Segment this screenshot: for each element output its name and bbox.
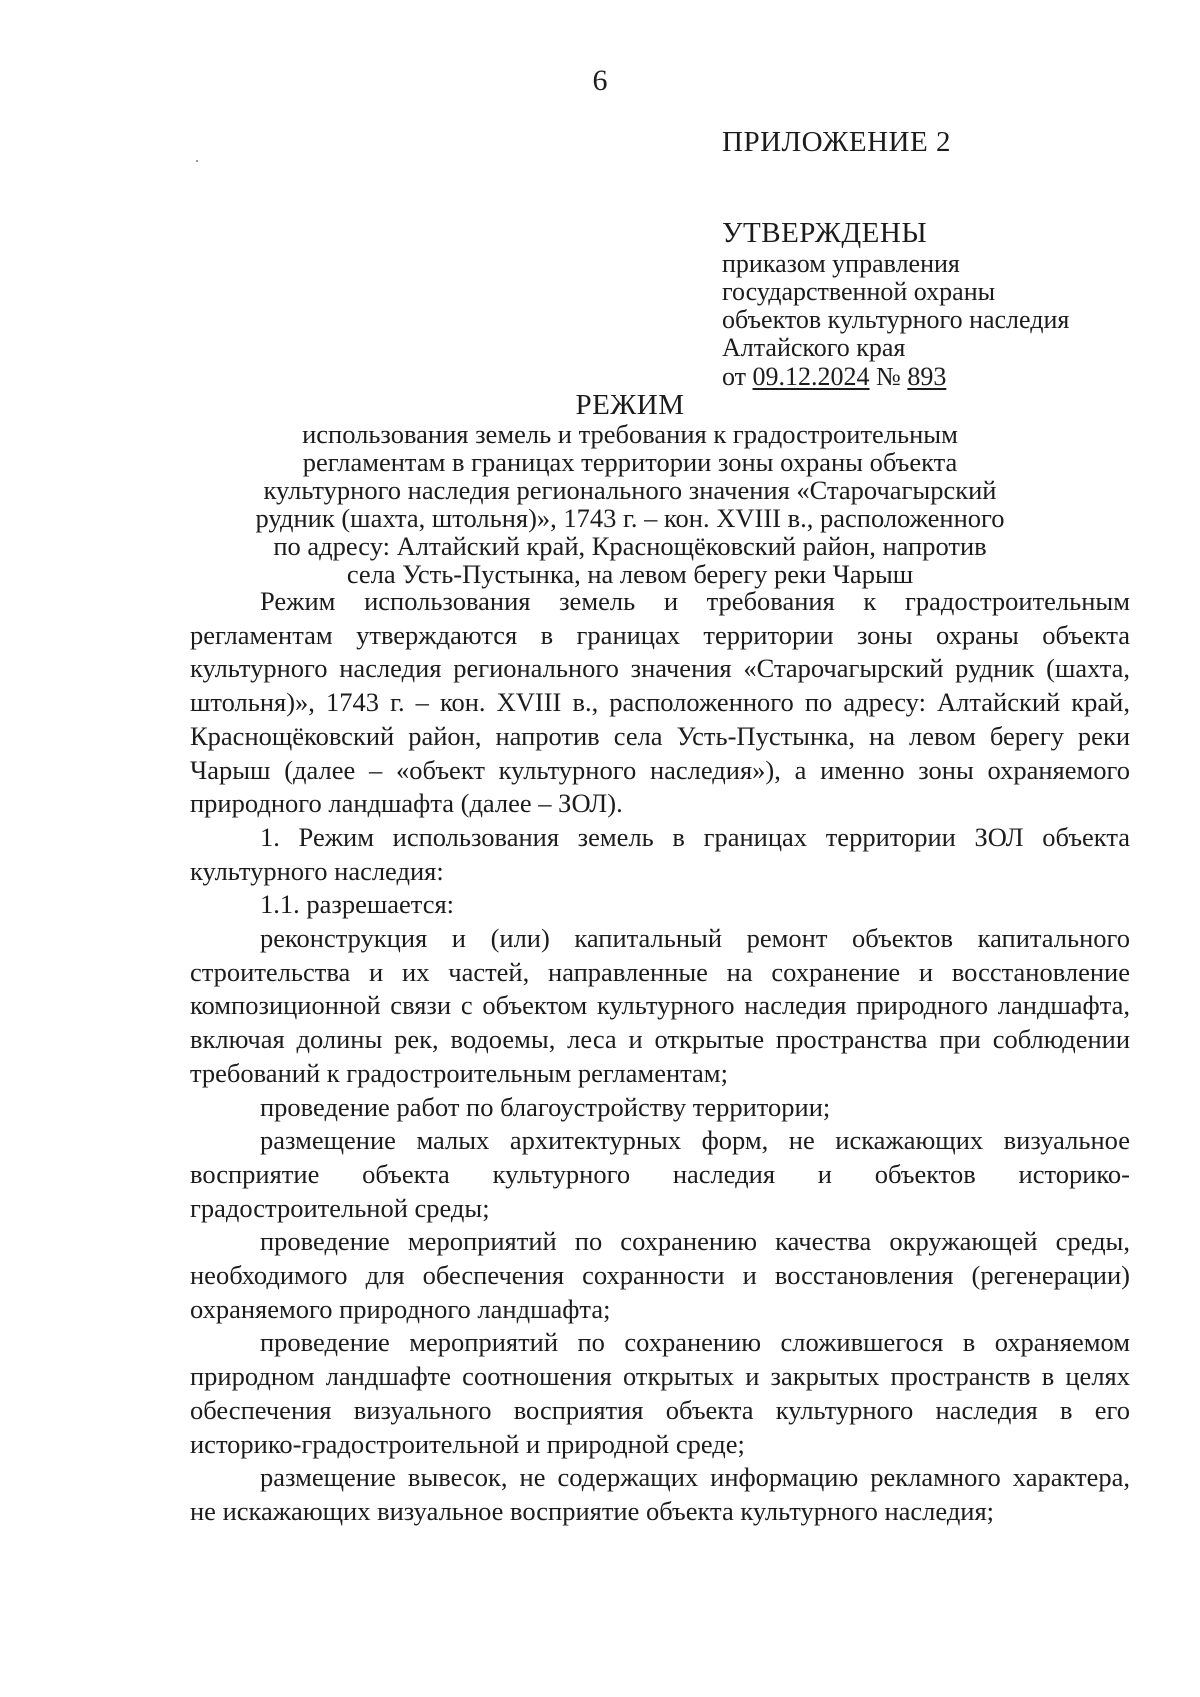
approved-line: государственной охраны <box>722 277 996 306</box>
number-sign: № <box>869 362 908 391</box>
document-subtitle-line: села Усть-Пустынка, на левом берегу реки Чарыш <box>346 559 914 589</box>
order-date-line <box>722 362 1162 392</box>
body-paragraph: 1. Режим использования земель в границах территории ЗОЛ объекта культурного наследия: <box>190 821 1130 886</box>
order-date: 09.12.2024 <box>752 362 870 391</box>
document-title-block <box>200 390 1060 588</box>
body-paragraph: проведение мероприятий по сохранению качества окружающей среды, необходимого для обеспечения сохранности и восстановления (регенерации) охраняемого природного ландшафта; <box>190 1226 1130 1324</box>
body-paragraph: размещение малых архитектурных форм, не искажающих визуальное восприятие объекта культурного наследия и объектов историко-градостроительной среды; <box>190 1125 1130 1223</box>
body-paragraph: размещение вывесок, не содержащих информацию рекламного характера, не искажающих визуальное восприятие объекта культурного наследия; <box>190 1462 1130 1526</box>
approved-line: объектов культурного наследия <box>722 305 1070 334</box>
document-title: РЕЖИМ <box>575 389 685 421</box>
appendix-block <box>722 126 1162 392</box>
document-subtitle-line: рудник (шахта, штольня)», 1743 г. – кон. XVIII в., расположенного <box>255 503 1005 533</box>
approved-line: приказом управления <box>722 249 960 278</box>
body-paragraph: Режим использования земель и требования к градостроительным регламентам утверждаются в границах территории зоны охраны объекта культурного наследия регионального значения «Старочагырский рудник (шахта, штольня)», 1743 г. – кон. XVIII в., расположенного по адресу: Алтайский край, Краснощёковский район, напротив села Усть-Пустынка, на левом берегу реки Чарыш (далее – «объект культурного наследия»), а именно зоны охраняемого природного ландшафта (далее – ЗОЛ). <box>190 586 1130 819</box>
date-prefix: от <box>722 362 753 391</box>
body-paragraph: реконструкция и (или) капитальный ремонт объектов капитального строительства и их частей, направленные на сохранение и восстановление композиционной связи с объектом культурного наследия природного ландшафта, включая долины рек, водоемы, леса и открытые пространства при соблюдении требований к градостроительным регламентам; <box>190 923 1130 1088</box>
order-number: 893 <box>907 362 947 391</box>
approved-heading: УТВЕРЖДЕНЫ <box>722 217 928 249</box>
approved-line: Алтайского края <box>722 333 906 362</box>
document-subtitle-line: использования земель и требования к градостроительным <box>302 419 958 449</box>
document-subtitle-line: регламентам в границах территории зоны охраны объекта <box>302 447 958 477</box>
document-body <box>190 585 1130 1529</box>
body-paragraph: проведение работ по благоустройству территории; <box>260 1091 831 1122</box>
scan-speck <box>196 160 198 162</box>
body-paragraph: проведение мероприятий по сохранению сложившегося в охраняемом природном ландшафте соотношения открытых и закрытых пространств в целях обеспечения визуального восприятия объекта культурного наследия в его историко-градостроительной и природной среде; <box>190 1327 1130 1459</box>
document-subtitle-line: по адресу: Алтайский край, Краснощёковский район, напротив <box>273 531 987 561</box>
appendix-title: ПРИЛОЖЕНИЕ 2 <box>722 126 951 158</box>
document-subtitle-line: культурного наследия регионального значения «Старочагырский <box>263 475 997 505</box>
page-number: 6 <box>592 64 608 97</box>
body-paragraph: 1.1. разрешается: <box>260 889 455 920</box>
